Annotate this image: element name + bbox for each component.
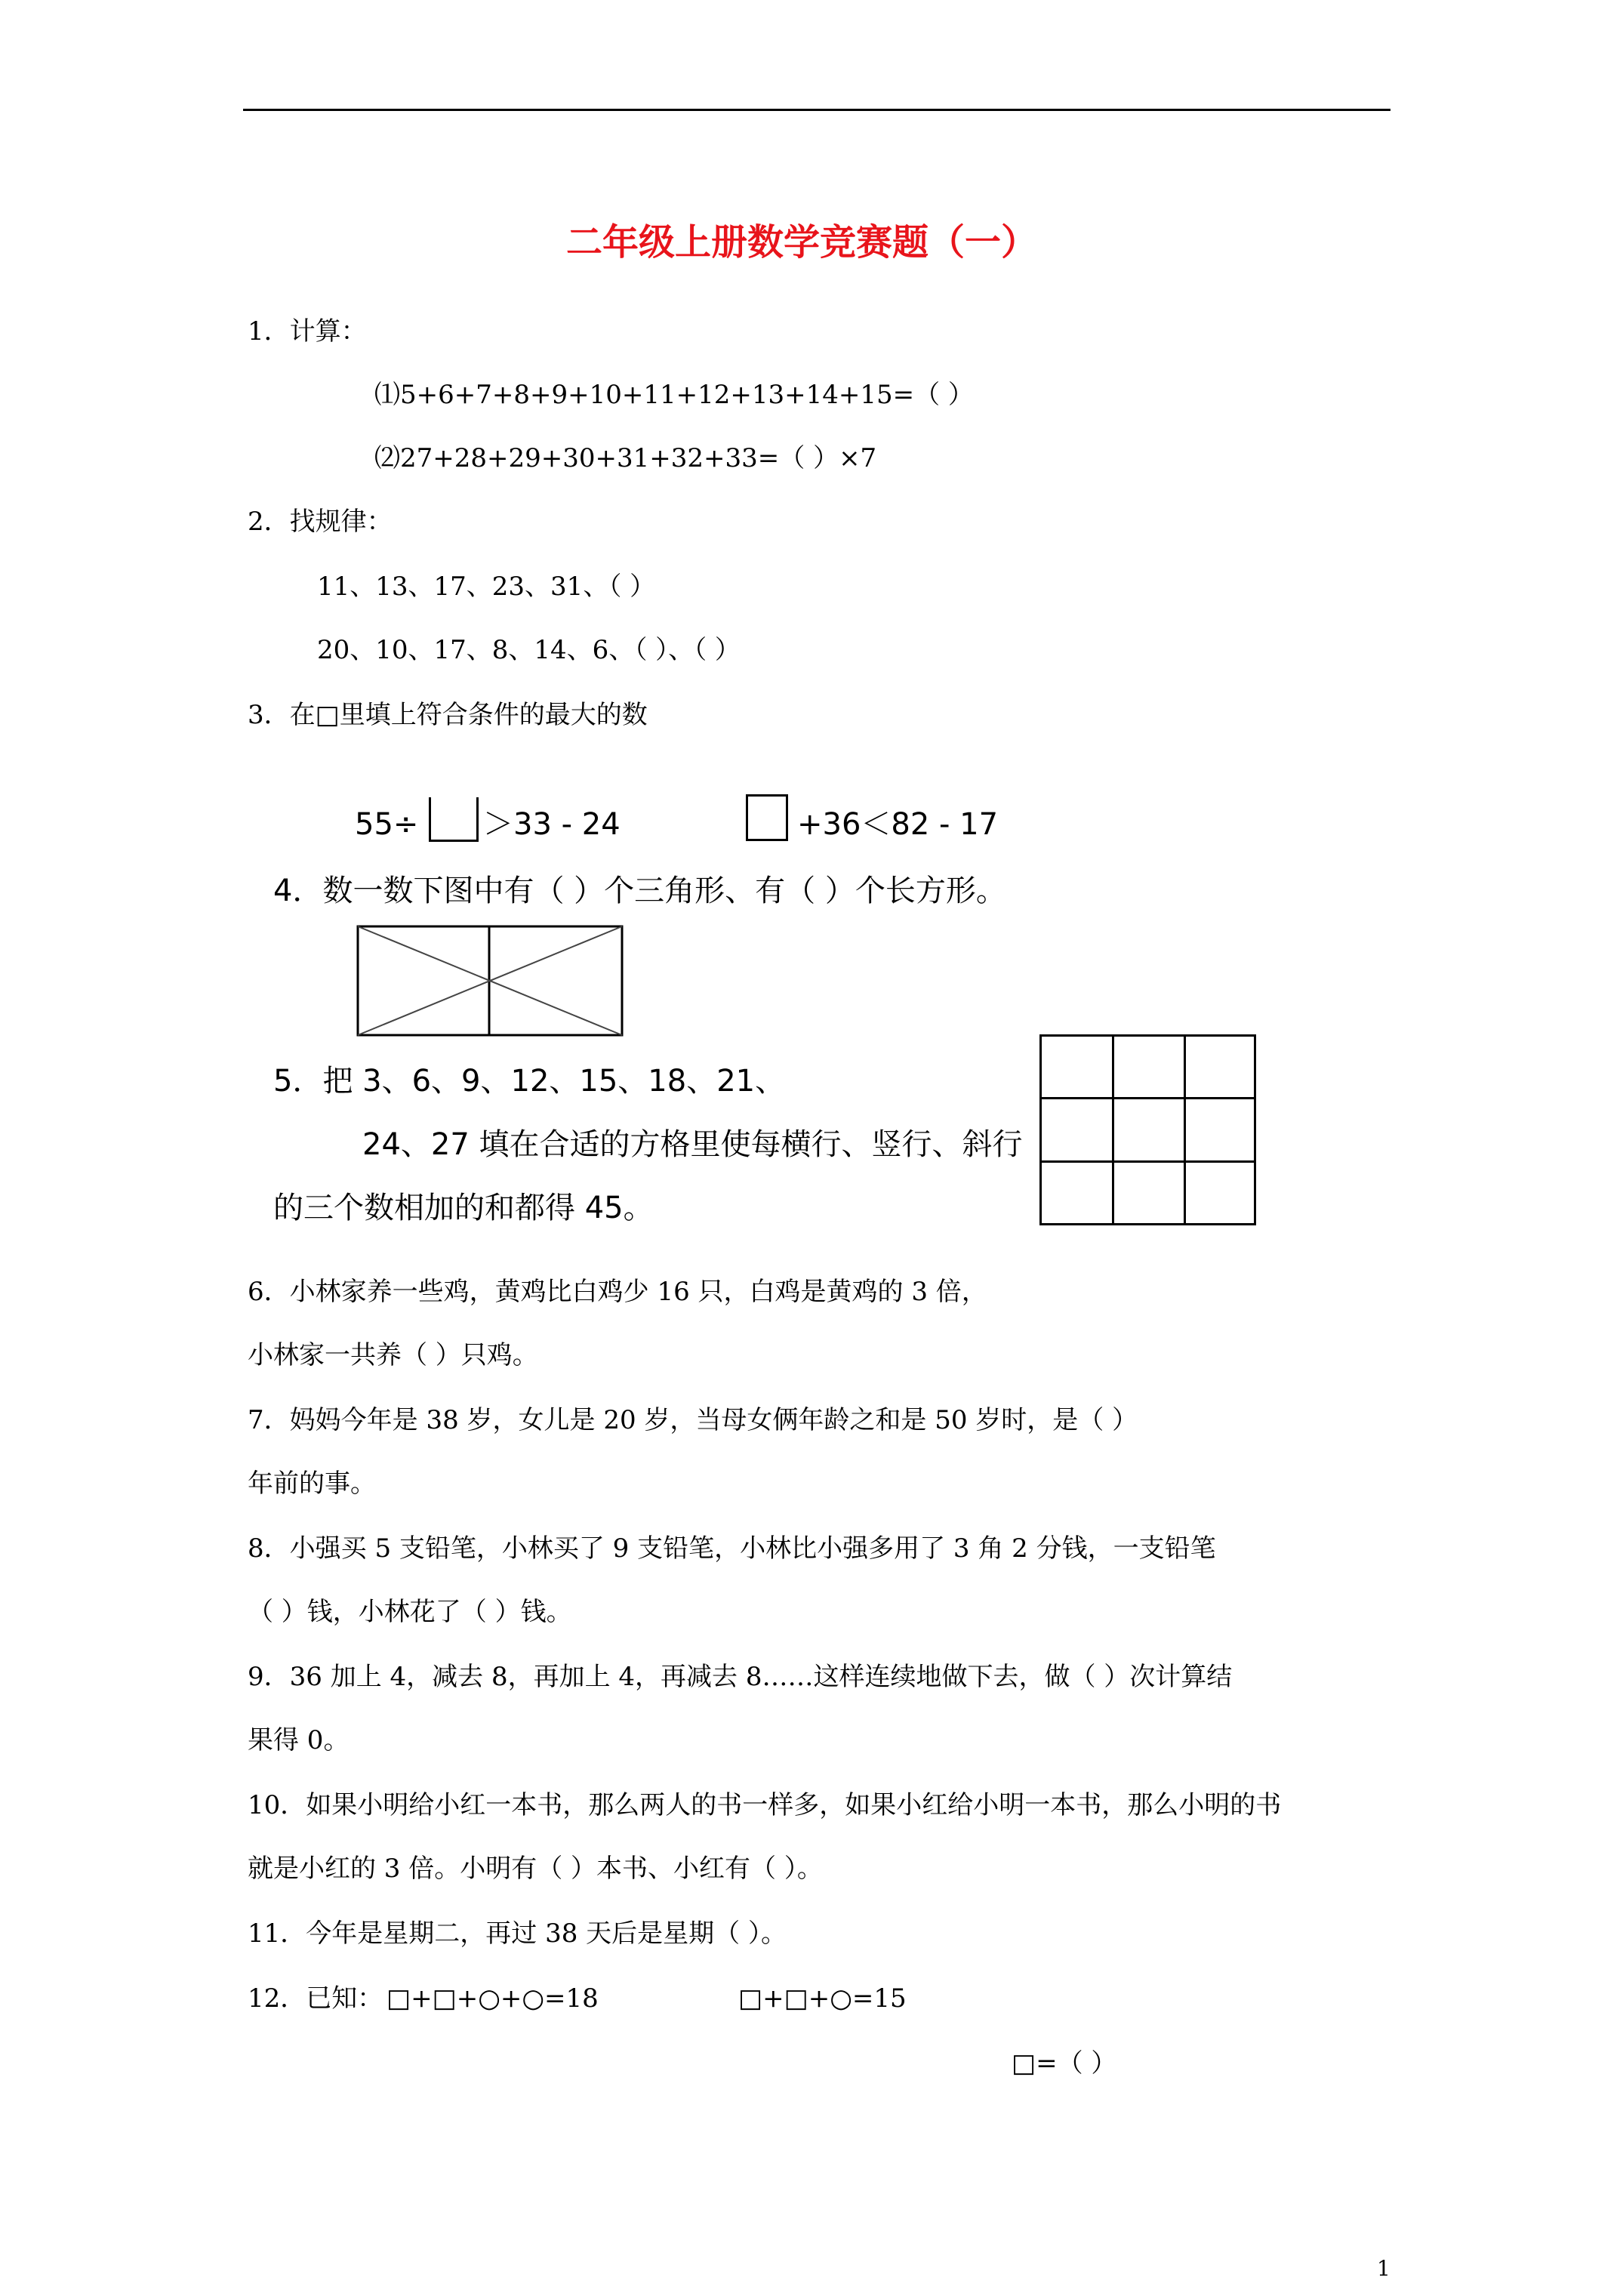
q6-line1: 6．小林家养一些鸡，黄鸡比白鸡少 16 只，白鸡是黄鸡的 3 倍，: [248, 1277, 987, 1307]
q3-right-suffix: +36＜82 - 17: [797, 807, 999, 842]
rectangle-figure: [356, 925, 625, 1038]
grid-hline-2: [1042, 1160, 1254, 1163]
page-title: 二年级上册数学竞赛题（一）: [566, 221, 1038, 264]
q1-item-a: ⑴5+6+7+8+9+10+11+12+13+14+15=（ ）: [374, 380, 974, 410]
q2-label: 2．找规律：: [248, 507, 393, 537]
q9-line1: 9．36 加上 4，减去 8，再加上 4，再减去 8……这样连续地做下去，做（ ）次计算结: [248, 1662, 1233, 1692]
q6-line2: 小林家一共养（ ）只鸡。: [248, 1340, 538, 1370]
q5-line1: 5．把 3、6、9、12、15、18、21、: [273, 1064, 786, 1099]
q4-text: 4．数一数下图中有（ ）个三角形、有（ ）个长方形。: [273, 874, 1006, 908]
q5-line3: 的三个数相加的和都得 45。: [273, 1191, 654, 1225]
q7-line2: 年前的事。: [248, 1469, 376, 1499]
q10-line1: 10．如果小明给小红一本书，那么两人的书一样多，如果小红给小明一本书，那么小明的书: [248, 1790, 1282, 1820]
q10-line2: 就是小红的 3 倍。小明有（ ）本书、小红有（ ）。: [248, 1854, 823, 1884]
q5-line2: 24、27 填在合适的方格里使每横行、竖行、斜行: [362, 1127, 1023, 1162]
q1-item-b: ⑵27+28+29+30+31+32+33=（ ）×7: [374, 443, 877, 473]
magic-square-grid: [1039, 1034, 1256, 1225]
q2-sequence-b: 20、10、17、8、14、6、（ ）、（ ）: [317, 635, 741, 665]
q2-sequence-a: 11、13、17、23、31、（ ）: [317, 572, 656, 602]
q7-line1: 7．妈妈今年是 38 岁，女儿是 20 岁，当母女俩年龄之和是 50 岁时，是（ ）: [248, 1405, 1138, 1435]
grid-hline-1: [1042, 1097, 1254, 1099]
q12-equation-1: □+□+○+○=18: [387, 1983, 599, 2014]
q12-equation-2: □+□+○=15: [738, 1983, 907, 2014]
q3-left-prefix: 55÷: [355, 807, 419, 842]
grid-vline-1: [1112, 1037, 1114, 1223]
q1-label: 1．计算：: [248, 316, 367, 347]
q9-line2: 果得 0。: [248, 1725, 350, 1755]
answer-box-left[interactable]: [429, 797, 479, 842]
q12-answer: □=（ ）: [1012, 2048, 1117, 2079]
answer-box-right[interactable]: [746, 794, 788, 841]
q8-line2: （ ）钱，小林花了（ ）钱。: [248, 1597, 572, 1627]
grid-vline-2: [1184, 1037, 1186, 1223]
q3-label: 3．在□里填上符合条件的最大的数: [248, 700, 648, 730]
page-number: 1: [1377, 2256, 1390, 2281]
q8-line1: 8．小强买 5 支铅笔，小林买了 9 支铅笔，小林比小强多用了 3 角 2 分钱，一支铅笔: [248, 1533, 1216, 1564]
q12-label: 12．已知：: [248, 1983, 383, 2014]
q3-left-suffix: ＞33 - 24: [483, 807, 621, 842]
header-rule: [243, 109, 1390, 111]
q11-text: 11．今年是星期二，再过 38 天后是星期（ ）。: [248, 1918, 787, 1949]
